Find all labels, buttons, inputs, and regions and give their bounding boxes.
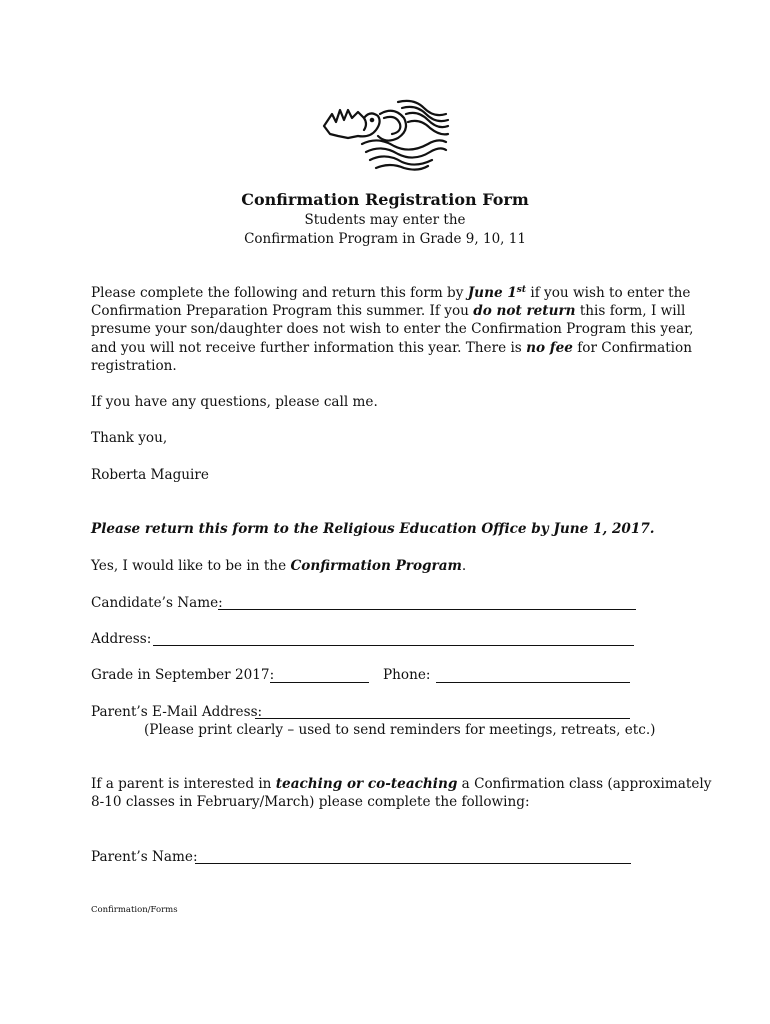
- phone-label: Phone:: [383, 667, 431, 683]
- return-notice: Please return this form to the Religious Education Office by June 1, 2017.: [91, 521, 655, 537]
- address-label: Address:: [91, 631, 152, 647]
- intro-line-2: [91, 302, 691, 320]
- yes-text: .: [461, 558, 467, 574]
- thanks-text: Thank you,: [91, 430, 168, 446]
- teaching-line-1: [91, 775, 712, 793]
- candidate-name-label: Candidate’s Name:: [91, 595, 223, 611]
- grade-field[interactable]: [270, 682, 369, 683]
- june-date: [468, 285, 526, 301]
- grade-label: Grade in September 2017:: [91, 667, 275, 683]
- do-not-return-emphasis: do not return: [473, 303, 576, 320]
- intro-line-4: [91, 339, 691, 357]
- dove-waves-icon: [318, 96, 452, 172]
- parent-name-label: Parent’s Name:: [91, 849, 198, 865]
- questions-text: If you have any questions, please call me.: [91, 394, 378, 410]
- teaching-paragraph: [91, 775, 712, 811]
- intro-line-3: presume your son/daughter does not wish to enter the Confirmation Program this year,: [91, 321, 694, 338]
- intro-paragraph: [91, 284, 694, 375]
- candidate-name-field[interactable]: [218, 609, 636, 610]
- subtitle-line-2: Confirmation Program in Grade 9, 10, 11: [244, 231, 526, 247]
- teaching-line-2: 8-10 classes in February/March) please complete the following:: [91, 794, 530, 811]
- intro-line-1: [91, 284, 691, 302]
- june-text: June 1: [467, 285, 517, 301]
- subtitle-line-1: Students may enter the: [304, 212, 466, 228]
- intro-text: this form, I will: [575, 303, 686, 320]
- intro-line-5: registration.: [91, 357, 177, 374]
- ordinal-suffix: st: [516, 285, 527, 295]
- email-note: (Please print clearly – used to send reminders for meetings, retreats, etc.): [144, 722, 656, 738]
- yes-statement: [91, 557, 691, 575]
- program-emphasis: Confirmation Program: [290, 558, 462, 574]
- teaching-text: a Confirmation class (approximately: [457, 776, 712, 792]
- parent-email-label: Parent’s E-Mail Address:: [91, 704, 263, 720]
- intro-text: for Confirmation: [572, 339, 692, 356]
- intro-text: Confirmation Preparation Program this summer. If you: [91, 303, 474, 320]
- parent-name-field[interactable]: [195, 863, 631, 864]
- teaching-emphasis: teaching or co-teaching: [275, 776, 458, 792]
- no-fee-emphasis: no fee: [526, 339, 573, 356]
- intro-text: and you will not receive further information this year. There is: [91, 339, 527, 356]
- signature-name: Roberta Maguire: [91, 467, 209, 483]
- phone-field[interactable]: [436, 682, 630, 683]
- yes-text: Yes, I would like to be in the: [91, 558, 291, 574]
- intro-text: Please complete the following and return this form by: [91, 285, 468, 301]
- teaching-text: If a parent is interested in: [91, 776, 276, 792]
- parent-email-field[interactable]: [255, 718, 630, 719]
- intro-text: if you wish to enter the: [526, 285, 691, 301]
- form-title: Confirmation Registration Form: [241, 190, 529, 209]
- address-field[interactable]: [153, 645, 634, 646]
- footer-label: Confirmation/Forms: [91, 905, 178, 915]
